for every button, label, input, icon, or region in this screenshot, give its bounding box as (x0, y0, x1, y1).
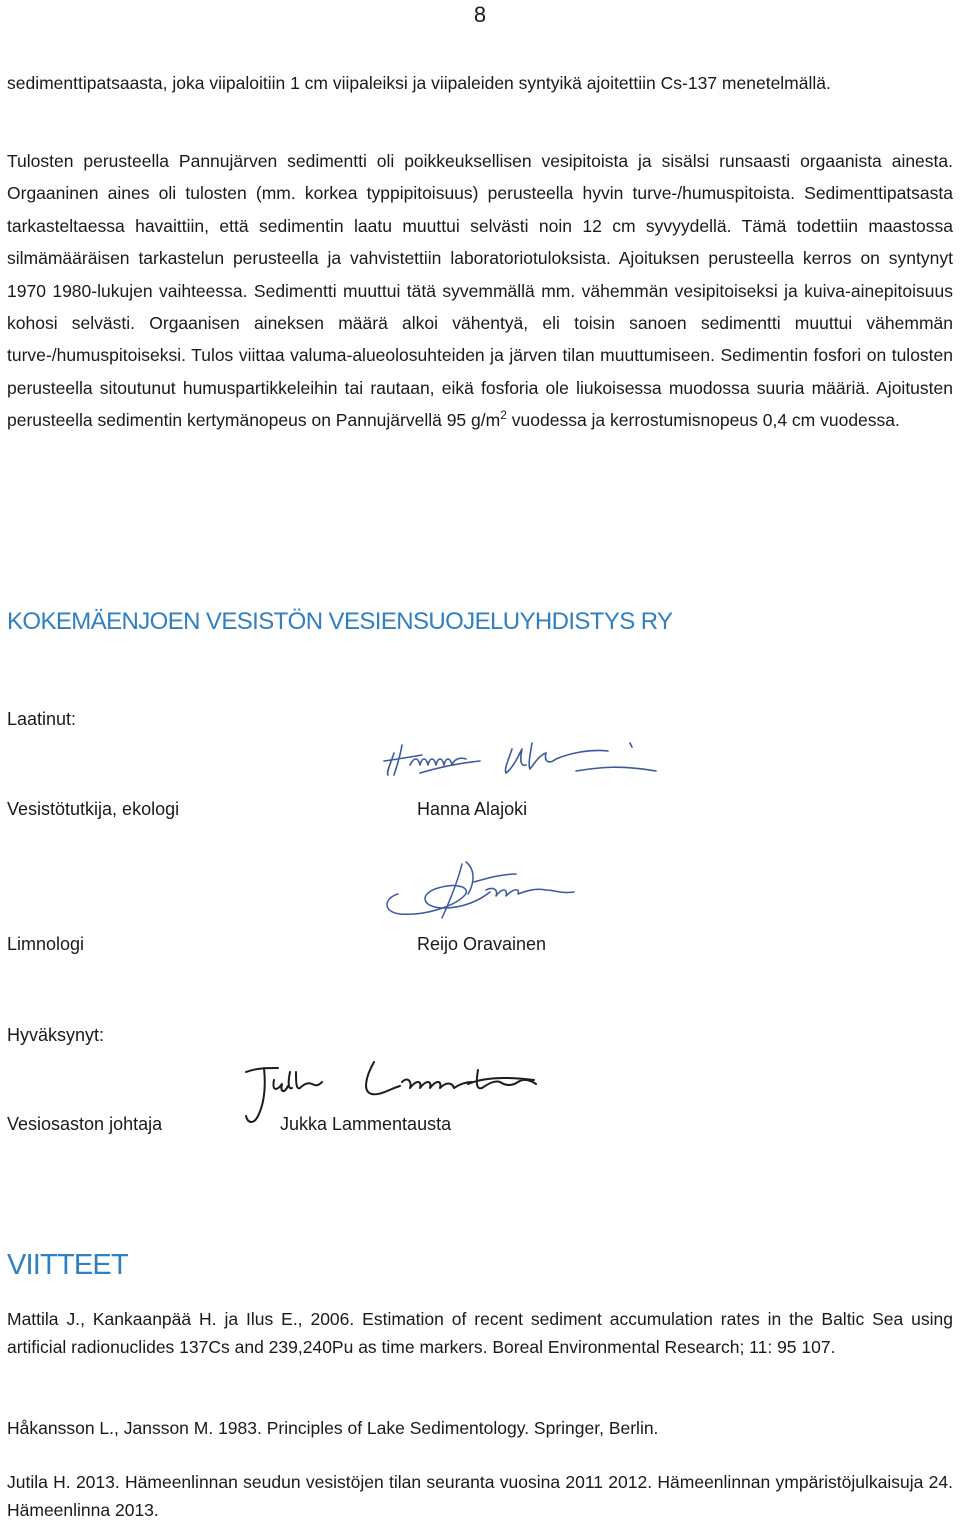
signatory-name: Reijo Oravainen (417, 934, 547, 954)
body-paragraph: sedimenttipatsaasta, joka viipaloitiin 1 cm viipaleiksi ja viipaleiden syntyikä ajoitettiin Cs-137 menetelmällä. (7, 73, 831, 93)
reference-item: Jutila H. 2013. Hämeenlinnan seudun vesistöjen tilan seuranta vuosina 2011 2012. Hämeenlinnan ympäristöjulkaisuja 24. Hämeenlinna 2013. (7, 1472, 953, 1520)
body-paragraph-text: Tulosten perusteella Pannujärven sedimentti oli poikkeuksellisen vesipitoista ja sisälsi runsaasti orgaanista ainesta. Orgaaninen aines oli tulosten (mm. korkea typpipitoisuus) perusteella hyvin turve-/humuspitoista. Sedimenttipatsasta tarkasteltaessa havaittiin, että sedimentin laatu muuttui selvästi noin 12 cm syvyydellä. Tämä todettiin maastossa silmämääräisen tarkastelun perusteella ja vahvistettiin laboratoriotuloksista. Ajoituksen perusteella kerros on syntynyt 1970 1980-lukujen vaihteessa. Sedimentti muuttui tätä syvemmällä mm. vähemmän vesipitoiseksi ja kuiva-ainepitoisuus kohosi selvästi. Orgaanisen aineksen määrä alkoi vähentyä, eli toisin sanoen sedimentti muuttui vähemmän turve-/humuspitoiseksi. Tulos viittaa valuma-alueolosuhteiden ja järven tilan muuttumiseen. Sedimentin fosfori on tulosten perusteella sitoutunut humuspartikkeleihin tai rautaan, eikä fosforia ole liukoisessa muodossa suuria määriä. Ajoitusten perusteella sedimentin kertymänopeus on Pannujärvellä 95 g/m (7, 151, 953, 431)
signatory-name: Jukka Lammentausta (280, 1114, 452, 1134)
signatory-title: Limnologi (7, 934, 85, 954)
unit-superscript: 2 (500, 408, 507, 423)
signature-hanna-alajoki (380, 735, 665, 785)
signatory-title: Vesistötutkija, ekologi (7, 799, 180, 819)
signature-reijo-oravainen (378, 860, 588, 925)
reference-item: Håkansson L., Jansson M. 1983. Principles of Lake Sedimentology. Springer, Berlin. (7, 1418, 659, 1438)
references-heading: VIITTEET (7, 1249, 128, 1281)
signatory-name: Hanna Alajoki (417, 799, 528, 819)
body-paragraph (7, 145, 953, 437)
prepared-heading: Laatinut: (7, 709, 77, 729)
reference-item: Mattila J., Kankaanpää H. ja Ilus E., 2006. Estimation of recent sediment accumulation rates in the Baltic Sea using artificial radionuclides 137Cs and 239,240Pu as time markers. Boreal Environmental Research; 11: 95 107. (7, 1309, 953, 1357)
approved-heading: Hyväksynyt: (7, 1025, 105, 1045)
organization-title: KOKEMÄENJOEN VESISTÖN VESIENSUOJELUYHDISTYS RY (7, 608, 673, 635)
signatory-title: Vesiosaston johtaja (7, 1114, 163, 1134)
body-paragraph-text-end: vuodessa ja kerrostumisnopeus 0,4 cm vuodessa. (506, 410, 900, 431)
page-number: 8 (473, 2, 487, 27)
